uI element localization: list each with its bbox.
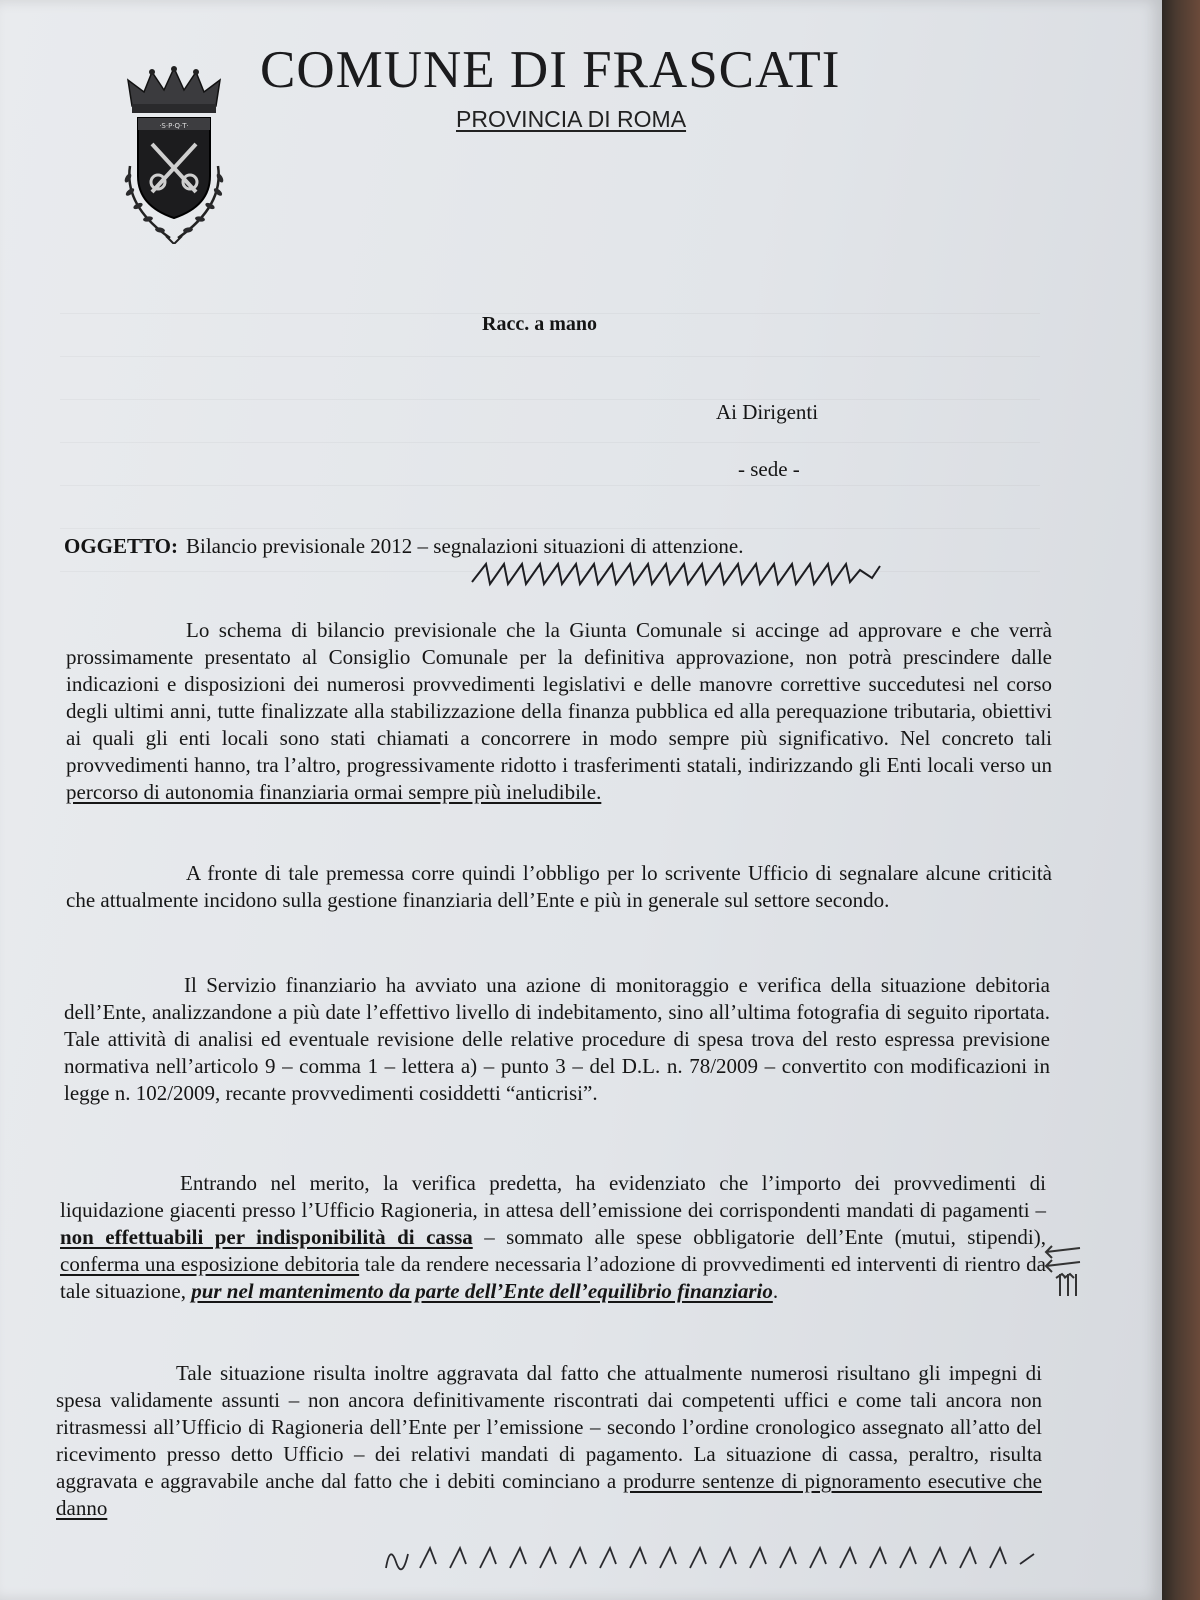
background-edge bbox=[1160, 0, 1200, 1600]
svg-text:·S·P·Q·T·: ·S·P·Q·T· bbox=[159, 122, 189, 130]
paragraph-5-underlined: produrre sentenze di pignoramento esecutive che danno bbox=[56, 1469, 1042, 1520]
paragraph-4-underlined: conferma una esposizione debitoria bbox=[60, 1252, 360, 1276]
paragraph-2 bbox=[66, 860, 1052, 914]
paragraph-4 bbox=[60, 1170, 1046, 1305]
subject-label: OGGETTO: bbox=[64, 534, 178, 558]
paragraph-1 bbox=[66, 617, 1052, 806]
paragraph-4-bold-italic-underlined: pur nel mantenimento da parte dell’Ente dell’equilibrio finanziario bbox=[191, 1279, 773, 1303]
paragraph-1-text: Lo schema di bilancio previsionale che la Giunta Comunale si accinge ad approvare e che verrà prossimamente presentato al Consiglio Comunale per la definitiva approvazione, non potrà prescindere dalle indicazioni e disposizioni dei numerosi provvedimenti legislativi e delle manovre correttive succedutesi nel corso degli ultimi anni, tutte finalizzate alla stabilizzazione della finanza pubblica ed alla perequazione tributaria, obiettivi ai quali gli enti locali sono stati chiamati a concorrere in modo sempre più significativo. Nel concreto tali provvedimenti hanno, tra l’altro, progressivamente ridotto i trasferimenti statali, indirizzando gli Enti locali verso un bbox=[66, 618, 1052, 777]
paragraph-4-part4: . bbox=[772, 1279, 779, 1303]
municipal-crest-icon bbox=[118, 66, 230, 244]
paragraph-4-part1: Entrando nel merito, la verifica predetta, ha evidenziato che l’importo dei provvedimenti di liquidazione giacenti presso l’Ufficio Ragioneria, in attesa dell’emissione dei corrispondenti mandati di pagamenti – bbox=[60, 1171, 1046, 1222]
paragraph-3-text: Il Servizio finanziario ha avviato una azione di monitoraggio e verifica della situazione debitoria dell’Ente, analizzandone a più date l’effettivo livello di indebitamento, sino all’ultima fotografia di seguito riportata. Tale attività di analisi ed eventuale revisione delle relative procedure di spesa trova del resto espressa previsione normativa nell’articolo 9 – comma 1 – lettera a) – punto 3 – del D.L. n. 78/2009 – convertito con modificazioni in legge n. 102/2009, recante provvedimenti cosiddetti “anticrisi”. bbox=[64, 973, 1050, 1105]
paragraph-4-part3: tale da rendere necessaria l’adozione di provvedimenti ed interventi di rientro da tale situazione, bbox=[60, 1252, 1047, 1303]
paragraph-3 bbox=[64, 972, 1050, 1107]
recipient-location: - sede - bbox=[738, 457, 800, 481]
margin-arrows-icon bbox=[1040, 1240, 1086, 1300]
paragraph-4-bold-underlined: non effettuabili per indisponibilità di cassa bbox=[60, 1225, 473, 1249]
paragraph-1-underlined: percorso di autonomia finanziaria ormai sempre più ineludibile. bbox=[66, 780, 602, 804]
paragraph-2-text: A fronte di tale premessa corre quindi l’obbligo per lo scrivente Ufficio di segnalare alcune criticità che attualmente incidono sulla gestione finanziaria dell’Ente e più in generale sul settore secondo. bbox=[66, 861, 1052, 912]
organization-name: COMUNE DI FRASCATI bbox=[260, 41, 841, 99]
delivery-note: Racc. a mano bbox=[482, 313, 597, 335]
paragraph-4-part2: – sommato alle spese obbligatorie dell’Ente (mutui, stipendi), bbox=[472, 1225, 1047, 1249]
handwritten-note-top bbox=[330, 0, 1030, 30]
recipient-line: Ai Dirigenti bbox=[716, 400, 819, 424]
organization-province: PROVINCIA DI ROMA bbox=[456, 106, 687, 132]
subject-scribble-icon bbox=[468, 552, 888, 592]
paragraph-5 bbox=[56, 1360, 1042, 1522]
subject-text: Bilancio previsionale 2012 – segnalazioni situazioni di attenzione. bbox=[185, 534, 744, 558]
paragraph-5-part1: Tale situazione risulta inoltre aggravata dal fatto che attualmente numerosi risultano gli impegni di spesa validamente assunti – non ancora definitivamente riscontrati dai competenti uffici e come tali ancora non ritrasmessi all’Ufficio di Ragioneria dell’Ente per l’emissione – secondo l’ordine cronologico assegnato all’atto del ricevimento presso detto Ufficio – dei relativi mandati di pagamento. La situazione di cassa, peraltro, risulta aggravata e aggravabile anche dal fatto che i debiti cominciano a bbox=[56, 1361, 1042, 1493]
bottom-scribble-icon bbox=[380, 1534, 1040, 1574]
